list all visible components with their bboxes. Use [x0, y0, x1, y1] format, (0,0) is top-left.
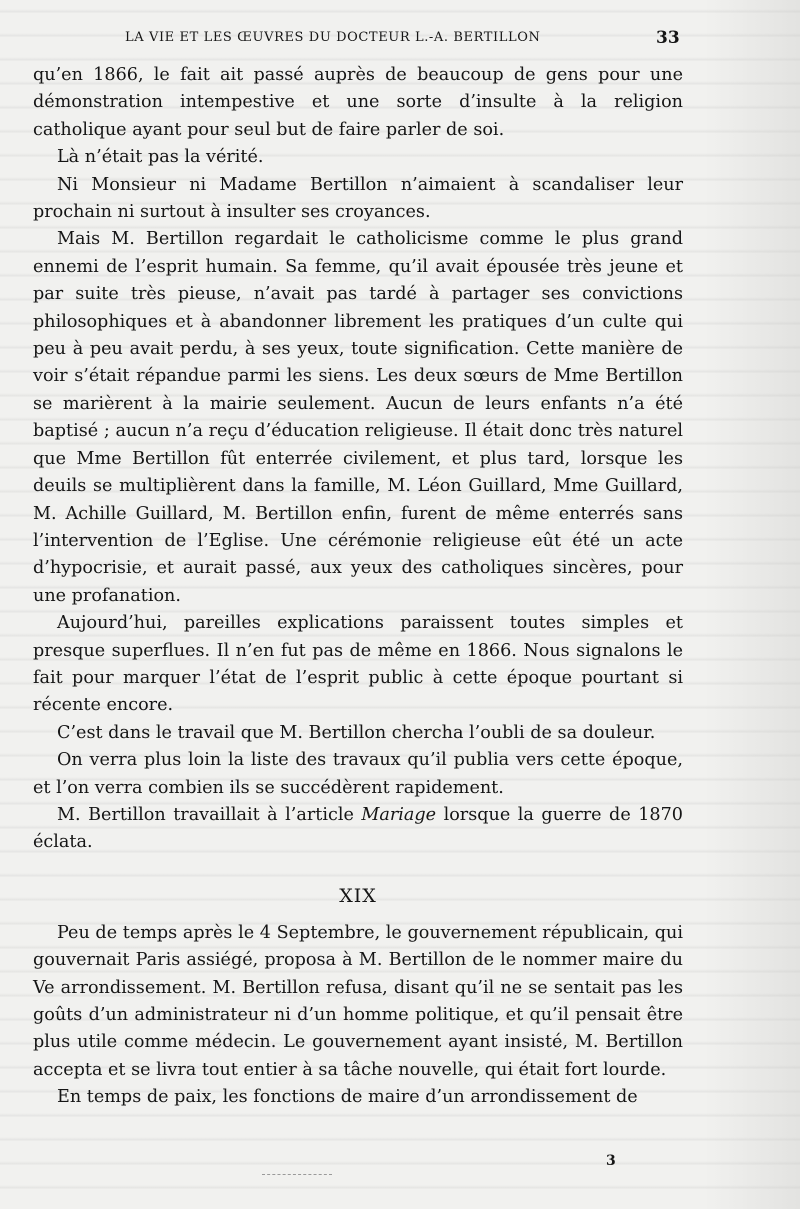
paragraph: C’est dans le travail que M. Bertillon chercha l’oubli de sa douleur.	[57, 722, 656, 743]
text-run: lorsque la guerre de 1870 éclata.	[33, 804, 684, 853]
paragraph: qu’en 1866, le fait ait passé auprès de beaucoup de gens pour une démonstration intempestive et une sorte d’insulte à la religion catholique ayant pour seul but de faire parler de soi.	[33, 65, 683, 140]
paragraph: Aujourd’hui, pareilles explications paraissent toutes simples et presque superflues. Il n’en fut pas de même en 1866. Nous signalons le fait pour marquer l’état de l’esprit public à cette époque pourtant si récente encore.	[33, 613, 683, 716]
italic-title: Mariage	[361, 804, 437, 825]
running-title: LA VIE ET LES ŒUVRES DU DOCTEUR L.-A. BERTILLON	[125, 30, 541, 45]
section-heading: XIX	[339, 884, 377, 907]
signature-mark: 3	[606, 1153, 616, 1169]
text-run: M. Bertillon travaillait à l’article	[57, 804, 362, 825]
paragraph: Ni Monsieur ni Madame Bertillon n’aimaient à scandaliser leur prochain ni surtout à insulter ses croyances.	[33, 174, 683, 223]
paragraph: En temps de paix, les fonctions de maire d’un arrondissement de	[57, 1087, 638, 1108]
paragraph: Peu de temps après le 4 Septembre, le gouvernement républicain, qui gouvernait Paris assiégé, proposa à M. Bertillon de le nommer maire du Ve arrondissement. M. Bertillon refusa, disant qu’il ne se sentait pas les goûts d’un administrateur ni d’un homme politique, et qu’il pensait être plus utile comme médecin. Le gouvernement ayant insisté, M. Bertillon accepta et se livra tout entier à sa tâche nouvelle, qui était fort lourde.	[33, 922, 683, 1080]
footer-rule	[262, 1174, 332, 1175]
paragraph: Là n’était pas la vérité.	[57, 147, 264, 168]
paragraph: On verra plus loin la liste des travaux qu’il publia vers cette époque, et l’on verra combien ils se succédèrent rapidement.	[33, 750, 683, 798]
paragraph	[33, 802, 683, 857]
page-edge-shadow	[705, 0, 800, 1209]
paragraph: Mais M. Bertillon regardait le catholicisme comme le plus grand ennemi de l’esprit humain. Sa femme, qu’il avait épousée très jeune et par suite très pieuse, n’avait pas tardé à partager ses convictions philosophiques et à abandonner librement les pratiques d’un culte qui peu à peu avait perdu, à ses yeux, toute signification. Cette manière de voir s’était répandue parmi les siens. Les deux sœurs de Mme Bertillon se marièrent à la mairie seulement. Aucun de leurs enfants n’a été baptisé ; aucun n’a reçu d’éducation religieuse. Il était donc très naturel que Mme Bertillon fût enterrée civilement, et plus tard, lorsque les deuils se multiplièrent dans la famille, M. Léon Guillard, Mme Guillard, M. Achille Guillard, M. Bertillon enfin, furent de même enterrés sans l’intervention de l’Eglise. Une cérémonie religieuse eût été un acte d’hypocrisie, et aurait passé, aux yeux des catholiques sincères, pour une profanation.	[33, 229, 683, 606]
body-text	[33, 62, 683, 1112]
page-number: 33	[656, 28, 680, 48]
